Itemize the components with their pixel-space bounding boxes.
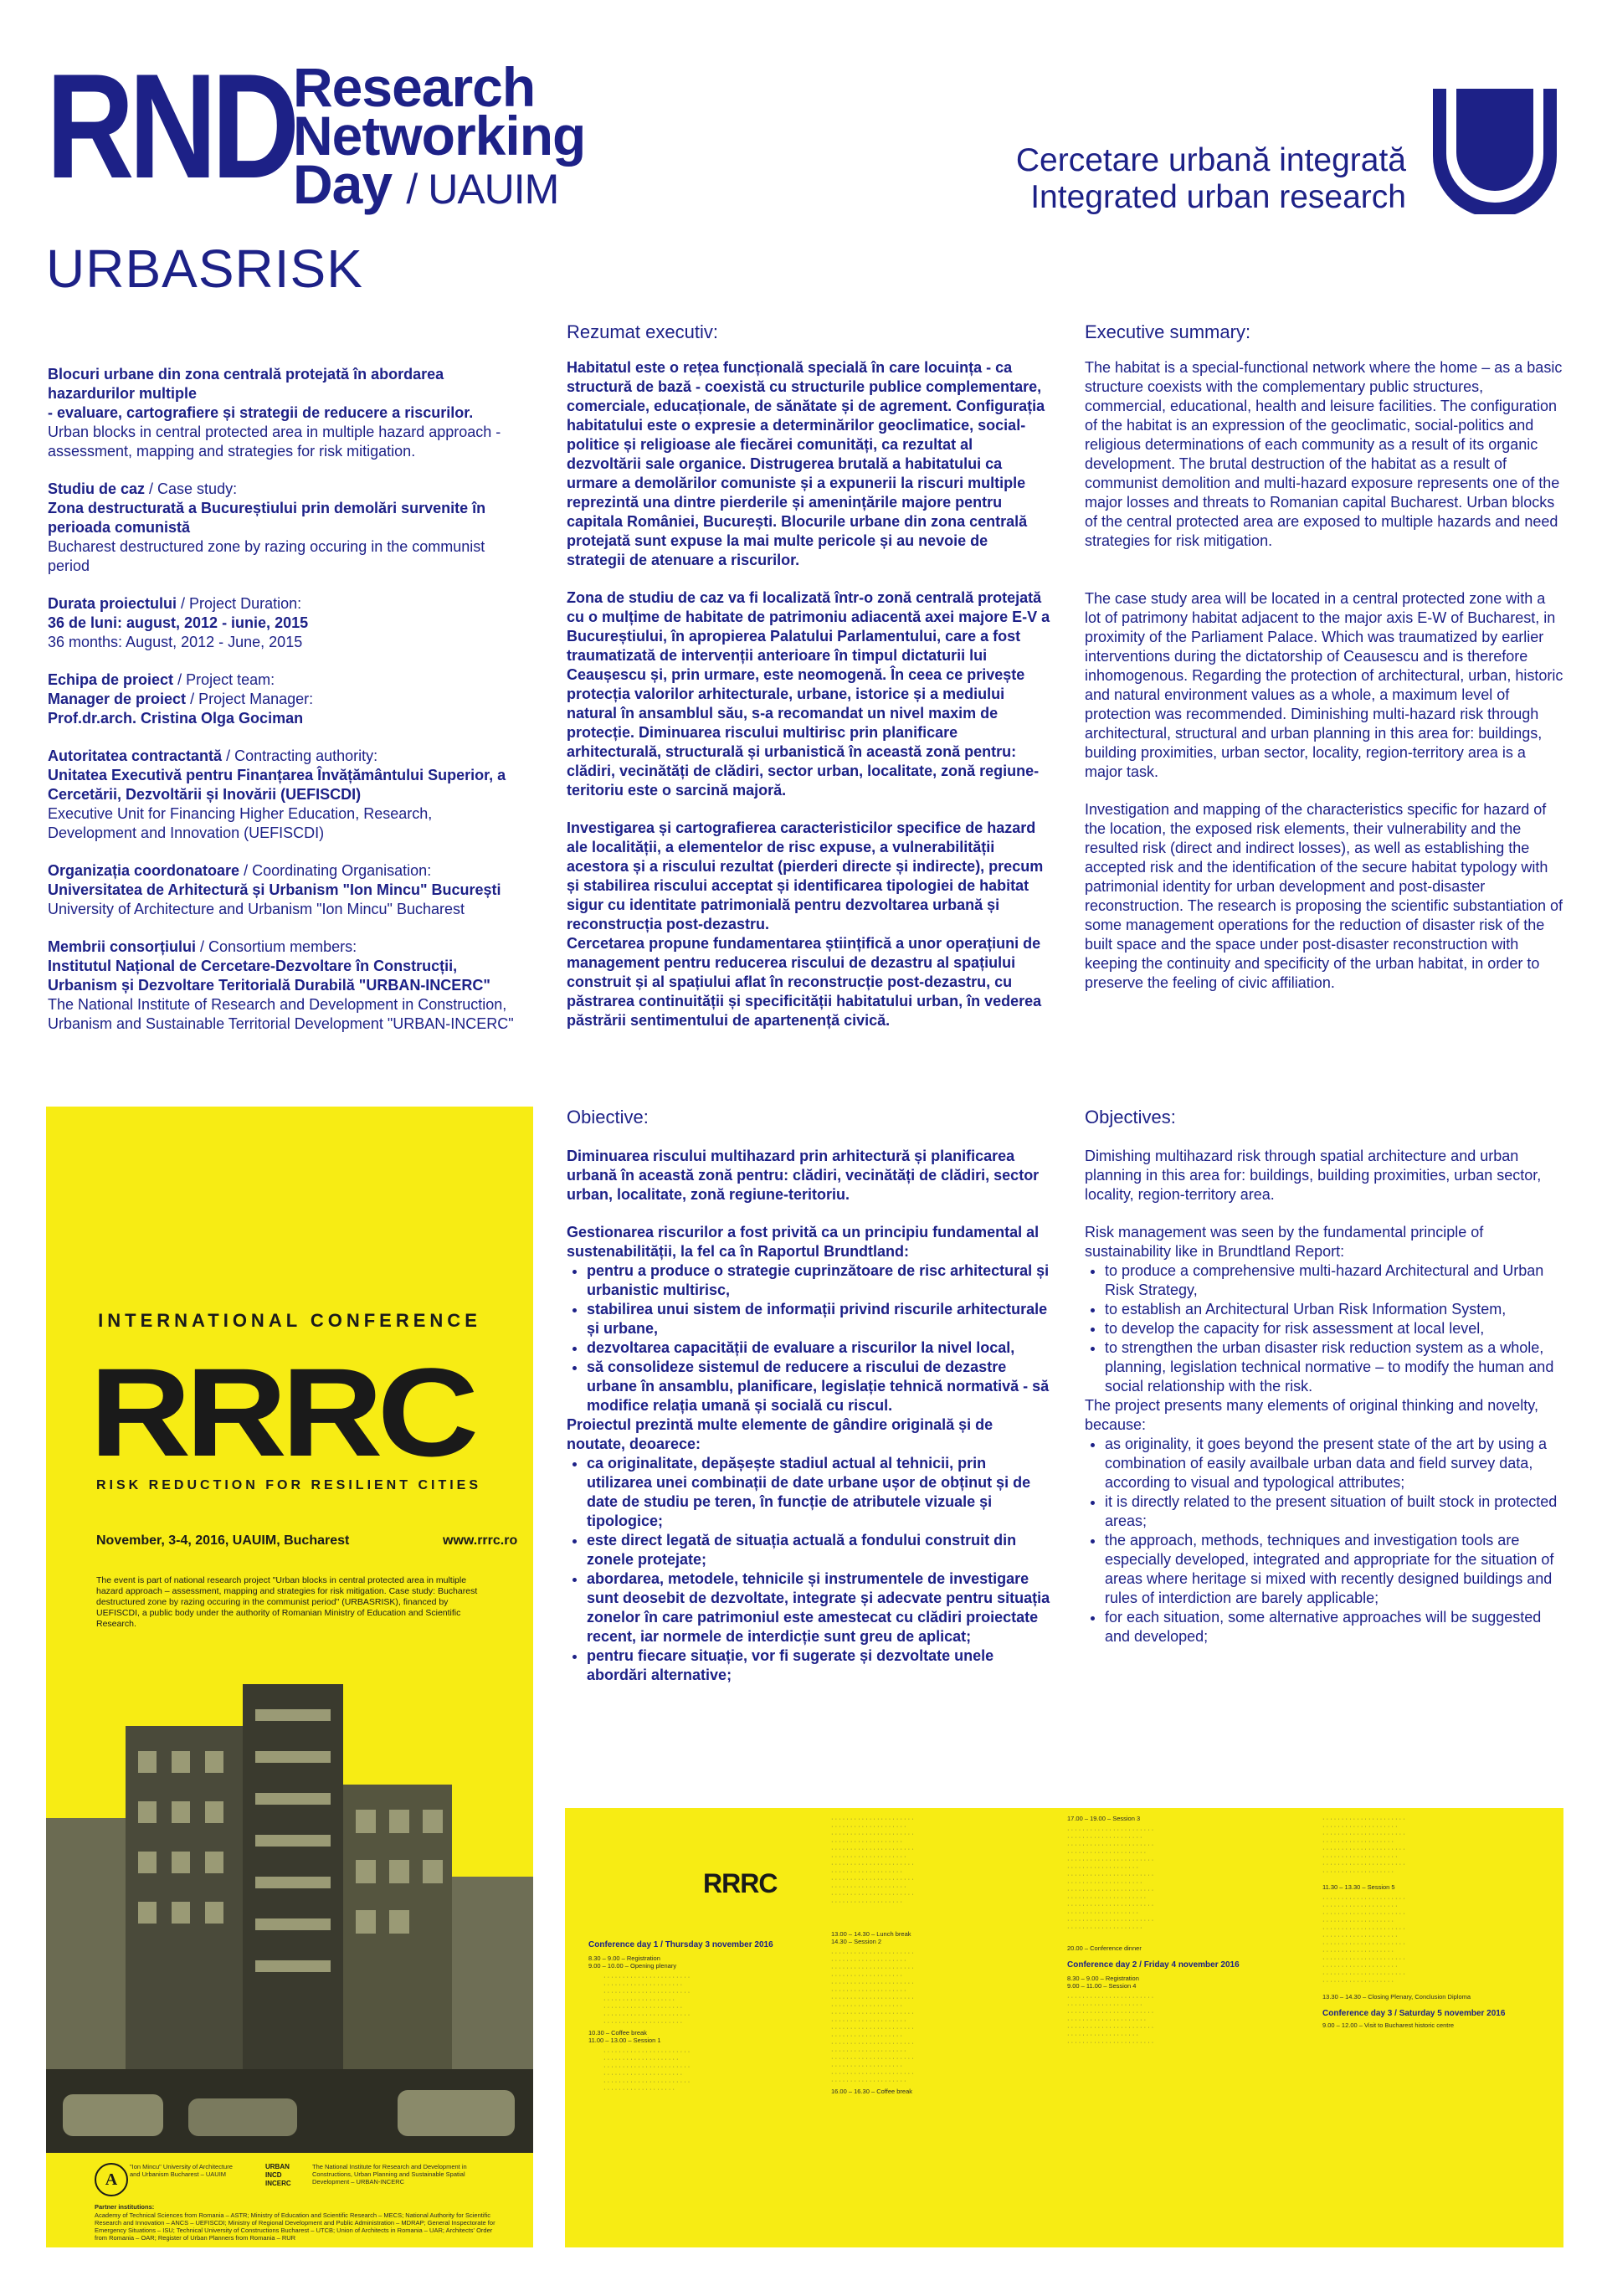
list-item: • to strengthen the urban disaster risk reduction system as a whole, planning, legislation technical normative – to modify the human and social relationship with the risk. xyxy=(1105,1338,1565,1396)
program-column-4: · · · · · · · · · · · · · · · · · · · · · · · · · · · · · · · · · · · · · · · · · · · · · · · · · · · · · · · · · · · · · · · · · · · · · · · · · · · · · · · · · · · · · · · · · · · · · · · · · · · · · · · · · · · · · · · · · · · · · · · · · · · · · · · · · · · · · · · · · · · · · · · · · · · · · · · · · · · · · · · · · · · · · · 11.30 – 13.30 – Session 5 · · · · · · · · · · · · · · · · · · · · · · · · · · · · · · · · · · · · · · · · · · · · · · · · · · · · · · · · · · · · · · · · · · · · · · · · · · · · · · · · · · · · · · · · · · · · · · · · · · · · · · · · · · · · · · · · · · · · · · · · · · · · · · · · · · · · · · · · · · · · · · · · · · · · · · · · · · · · · · · · · · · · · · · · · · · · · · · · · · · · · · · · · · · · · · · · · · · · · · · · · · · · · · · · · · · · · · · · · · · · · · · · · · · · · · · · · · · · · · · · · · · · · · · · · 13.30 – 14.30 – Closing Plenary, Conclusion Diploma Conference day 3 / Saturday 5 november 2016 9.00 – 12.00 – Visit to Bucharest historic centre xyxy=(1322,1815,1548,2029)
uauim-logo-icon: A xyxy=(95,2163,128,2196)
program-rrrc-logo: RRRC xyxy=(703,1868,778,1898)
uauim-name: "Ion Mincu" University of Architecture and Urbanism Bucharest – UAUIM xyxy=(130,2163,233,2178)
list-item: • for each situation, some alternative approaches will be suggested and developed; xyxy=(1105,1608,1565,1646)
en-obj-list1 xyxy=(1085,1261,1565,1396)
conference-poster xyxy=(46,1107,533,2247)
poster-conference-label: INTERNATIONAL CONFERENCE xyxy=(98,1310,481,1331)
en-column xyxy=(1085,321,1565,1011)
consortium-ro: Institutul Național de Cercetare-Dezvoltare în Construcții, Urbanism și Dezvoltare Teritorială Durabilă "URBAN-INCERC" xyxy=(48,958,490,994)
authority-label-en: / Contracting authority: xyxy=(226,747,378,764)
coord-label-ro: Organizația coordonatoare xyxy=(48,862,240,879)
event-title xyxy=(293,56,586,215)
en-summary-p2: The case study area will be located in a central protected zone with a lot of patrimony habitat adjacent to the major axis E-W of Bucharest, in proximity of the Parliament Palace. Which was traumatized by earlier interventions during the dictatorship of Ceausescu and is therefore inhomogenous. Regarding the protection of architectural, urban, historic and natural environment values as a whole, a maximum level of protection was recommended. Diminishing multi-hazard risk through architectural, structural and urban planning in this area for: buildings, building proximities, urban sector, locality, region-territory area is a major task. xyxy=(1085,590,1563,780)
case-en: Bucharest destructured zone by razing occuring in the communist period xyxy=(48,538,485,574)
coord-label-en: / Coordinating Organisation: xyxy=(244,862,432,879)
en-obj-list2 xyxy=(1085,1435,1565,1646)
program-session2: 14.30 – Session 2 xyxy=(831,1938,882,1945)
program-dinner: 20.00 – Conference dinner xyxy=(1067,1944,1142,1952)
tagline-ro: Cercetare urbană integrată xyxy=(1015,142,1406,178)
duration-en: 36 months: August, 2012 - June, 2015 xyxy=(48,634,303,650)
poster-footer xyxy=(46,2153,533,2247)
ro-summary-p2: Zona de studiu de caz va fi localizată într-o zonă centrală protejată cu o mulțime de habitate de patrimoniu adiacentă axei majore E-V a Bucureștiului, în apropierea Palatului Parlamentului, care a fost traumatizată de intervenții anterioare în timpul dictaturii lui Ceaușescu și, prin urmare, este neomogenă. În ceea ce privește protecția valorilor arhitecturale, urbane, istorice și a mediului natural în ansamblul său, s-a recomandat un nivel maxim de protecție. Diminuarea riscului multirisc prin planificare arhitecturală, structurală și urbanistică în această zonă pentru: clădiri, vecinătăți de clădiri, sector urban, localitate, zonă regiune-teritoriu este o sarcină majoră. xyxy=(567,589,1050,799)
title-line-networking: Networking xyxy=(293,105,586,167)
list-item: • ca originalitate, depășește stadiul actual al tehnicii, prin utilizarea unei combinații de date urbane ușor de obținut și de date de studiu pe teren, în funcție de atributele vizuale și tipologice; xyxy=(587,1454,1050,1531)
manager-label-ro: Manager de proiect xyxy=(48,691,187,707)
en-objectives xyxy=(1085,1107,1565,1646)
en-summary-heading: Executive summary: xyxy=(1085,321,1251,342)
list-item: • it is directly related to the present situation of built stock in protected areas; xyxy=(1105,1492,1565,1531)
ro-summary-heading: Rezumat executiv: xyxy=(567,321,718,342)
en-obj-p1: Dimishing multihazard risk through spatial architecture and urban planning in this area for: buildings, building proximities, urban sector, locality, region-territory area. xyxy=(1085,1148,1542,1203)
program-column-3: 17.00 – 19.00 – Session 3 · · · · · · · · · · · · · · · · · · · · · · · · · · · · · · · · · · · · · · · · · · · · · · · · · · · · · · · · · · · · · · · · · · · · · · · · · · · · · · · · · · · · · · · · · · · · · · · · · · · · · · · · · · · · · · · · · · · · · · · · · · · · · · · · · · · · · · · · · · · · · · · · · · · · · · · · · · · · · · · · · · · · · · · · · · · · · · · · · · · · · · · · · · · · · · · · · · · · · · · · · · · · · · · · · · · · · · · · · · · · · · · · · · · · · · · · · · · · · · · · · · · · · · · · · · · · · · · · · · · · · · · · · · · · · · · · · · · · · · · · · · · · · · · · · · · · · · · · · · · · · 20.00 – Conference dinner Conference day 2 / Friday 4 november 2016 8.30 – 9.00 – Registration 9.00 – 11.00 – Session 4 · · · · · · · · · · · · · · · · · · · · · · · · · · · · · · · · · · · · · · · · · · · · · · · · · · · · · · · · · · · · · · · · · · · · · · · · · · · · · · · · · · · · · · · · · · · · · · · · · · · · · · · · · · · · · · · · · · · · · · · · · · · · · · · · · · · · · · · · · · · · · · · · · · · · · · · · xyxy=(1067,1815,1310,2049)
ro-summary-p1: Habitatul este o rețea funcțională specială în care locuința - ca structură de bază - coexistă cu structurile publice complementare, comerciale, educaționale, de sănătate și de agrement. Configurația habitatului este o expresie a determinărilor geoclimatice, social-politice și religioase ale fiecărei comunități, ca rezultat al dezvoltării sale organice. Distrugerea brutală a habitatului ca urmare a demolărilor comuniste și a expunerii la riscuri multiple reprezintă una dintre pierderile și amenințările majore pentru capitala României, București. Blocurile urbane din zona centrală protejată sunt expuse la mai multe pericole și au nevoie de strategii de atenuare a riscurilor. xyxy=(567,359,1045,568)
consortium-label-en: / Consortium members: xyxy=(200,938,357,955)
en-summary-p3: Investigation and mapping of the characteristics specific for hazard of the location, the exposed risk elements, their vulnerability and the resulted risk (direct and indirect losses), as well as establishing the accepted risk and the identification of the secure habitat typology with patrimonial identity for urban development and post-disaster reconstruction. The research is proposing the scientific substantiation of some management operations for the reduction of disaster risk of the built space and the space under post-disaster reconstruction with keeping the continuity and specificity of the urban habitat, in order to preserve the feeling of civic affiliation. xyxy=(1085,801,1563,991)
conference-program xyxy=(565,1808,1563,2247)
program-day3-line: 9.00 – 12.00 – Visit to Bucharest historic centre xyxy=(1322,2021,1455,2029)
program-day3: Conference day 3 / Saturday 5 november 2016 xyxy=(1322,2009,1506,2018)
list-item: • dezvoltarea capacității de evaluare a riscurilor la nivel local, xyxy=(587,1338,1050,1358)
program-column-2: · · · · · · · · · · · · · · · · · · · · · · · · · · · · · · · · · · · · · · · · · · · · · · · · · · · · · · · · · · · · · · · · · · · · · · · · · · · · · · · · · · · · · · · · · · · · · · · · · · · · · · · · · · · · · · · · · · · · · · · · · · · · · · · · · · · · · · · · · · · · · · · · · · · · · · · · · · · · · · · · · · · · · · · · · · · · · · · · · · · · · · · · · · · · · · · · · · · · · · · · · · · · · · · · · · · · · · · · · · · · · · · · · · · · · · · · · · · · · · · · · · · · · · · · · 13.00 – 14.30 – Lunch break 14.30 – Session 2 · · · · · · · · · · · · · · · · · · · · · · · · · · · · · · · · · · · · · · · · · · · · · · · · · · · · · · · · · · · · · · · · · · · · · · · · · · · · · · · · · · · · · · · · · · · · · · · · · · · · · · · · · · · · · · · · · · · · · · · · · · · · · · · · · · · · · · · · · · · · · · · · · · · · · · · · · · · · · · · · · · · · · · · · · · · · · · · · · · · · · · · · · · · · · · · · · · · · · · · · · · · · · · · · · · · · · · · · · · · · · · · · · · · · · · · · · · · · · · · · · · · · · · · · · · · · · · · · · · · · · · · · · · · · · · · · · · · · · · · · · · · · · · · · · · · · · · · · · · · · · · · · · · · · · · · · · · · · · · · · · · · · · · · · · · · · · · · · · · · · · · · · · · · · · · · · · · · · · · · · · · · · · · · · · · · · · · 16.00 – 16.30 – Coffee break xyxy=(831,1815,1057,2095)
coord-en: University of Architecture and Urbanism "Ion Mincu" Bucharest xyxy=(48,901,465,917)
program-item: 10.30 – Coffee break xyxy=(588,2029,647,2037)
ro-obj-p1: Diminuarea riscului multihazard prin arhitectură și planificarea urbană în această zonă pentru: clădiri, vecinătăți de clădiri, sector urban, localitate, zonă regiune-teritoriu. xyxy=(567,1148,1040,1203)
ro-objectives xyxy=(567,1107,1050,1685)
program-day2: Conference day 2 / Friday 4 november 2016 xyxy=(1067,1960,1240,1970)
ro-obj-p3: Proiectul prezintă multe elemente de gândire originală și de noutate, deoarece: xyxy=(567,1416,993,1452)
ro-summary-p4: Cercetarea propune fundamentarea științifică a unor operațiuni de management pentru reducerea riscului de dezastru al spațiului construit și al spațiului aflat în reconstrucție post-dezastru, cu păstrarea continuității și specificității habitatului urban, în vederea păstrării sentimentului de apartenență civică. xyxy=(567,935,1042,1029)
list-item: • să consolideze sistemul de reducere a riscului de dezastre urbane în ansamblu, planificare, legislație tehnică normativă - să modifice relația umană și socială cu riscul. xyxy=(587,1358,1050,1415)
manager-name: Prof.dr.arch. Cristina Olga Gociman xyxy=(48,710,304,727)
poster-rrrc-logo: RRRC xyxy=(90,1342,474,1482)
duration-label-ro: Durata proiectului xyxy=(48,595,177,612)
list-item: • pentru a produce o strategie cuprinzătoare de risc arhitectural și urbanistic multirisc, xyxy=(587,1261,1050,1300)
project-title-ro: Blocuri urbane din zona centrală protejată în abordarea hazardurilor multiple xyxy=(48,366,444,402)
tagline-en: Integrated urban research xyxy=(1030,179,1406,215)
authority-ro: Unitatea Executivă pentru Finanțarea Învățământului Superior, a Cercetării, Dezvoltării și Inovării (UEFISCDI) xyxy=(48,767,506,803)
partners-list: Academy of Technical Sciences from Romania – ASTR; Ministry of Education and Scientific Research – MECS; National Authority for Scientific Research and Innovation – ANCS – UEFISCDI; Ministry of Regional Development and Public Administration – MDRAP; General Inspectorate for Emergency Situations – ISU; Technical University of Constructions Bucharest – UTCB; Union of Architects in Romania – UAR; Architects' Order from Romania – OAR; Register of Urban Planners from Romania – RUR xyxy=(95,2211,495,2242)
case-label-en: / Case study: xyxy=(149,480,238,497)
program-item: 11.00 – 13.00 – Session 1 xyxy=(588,2037,661,2044)
list-item: • as originality, it goes beyond the present state of the art by using a combination of easily availbale urban data and field survey data, according to visual and typological attributes; xyxy=(1105,1435,1565,1492)
building-photo xyxy=(46,1676,533,2153)
manager-label-en: / Project Manager: xyxy=(190,691,314,707)
list-item: • este direct legată de situația actuală a fondului construit din zonele protejate; xyxy=(587,1531,1050,1569)
program-closing: 13.30 – 14.30 – Closing Plenary, Conclusion Diploma xyxy=(1322,1993,1471,2001)
header-tagline xyxy=(1016,142,1406,216)
program-session3: 17.00 – 19.00 – Session 3 xyxy=(1067,1815,1141,1822)
program-coffee: 16.00 – 16.30 – Coffee break xyxy=(831,2088,913,2095)
program-day1: Conference day 1 / Thursday 3 november 2016 xyxy=(588,1940,773,1949)
rnd-logotype: RND xyxy=(46,43,295,209)
duration-label-en: / Project Duration: xyxy=(181,595,302,612)
en-obj-p3: The project presents many elements of original thinking and novelty, because: xyxy=(1085,1397,1538,1433)
en-obj-p2: Risk management was seen by the fundamental principle of sustainability like in Brundtland Report: xyxy=(1085,1224,1484,1260)
list-item: • abordarea, metodele, tehnicile și instrumentele de investigare sunt deosebit de dezvoltate, integrate și adecvate pentru situația zonelor în care patrimoniul este amestecat cu clădiri proiectate recent, iar normele de interdicție sunt greu de aplicat; xyxy=(587,1569,1050,1646)
list-item: • to establish an Architectural Urban Risk Information System, xyxy=(1105,1300,1565,1319)
poster-website: www.rrrc.ro xyxy=(443,1533,518,1548)
program-item: 8.30 – 9.00 – Registration xyxy=(1067,1975,1139,1982)
list-item: • stabilirea unui sistem de informații privind riscurile arhitecturale și urbane, xyxy=(587,1300,1050,1338)
ro-column xyxy=(567,321,1050,1049)
ro-objectives-heading: Obiective: xyxy=(567,1107,649,1127)
incerc-name: The National Institute for Research and Development in Constructions, Urban Planning and Sustainable Spatial Development – URBAN-INCERC xyxy=(312,2163,467,2186)
program-item: 9.00 – 10.00 – Opening plenary xyxy=(588,1962,677,1970)
team-label-ro: Echipa de proiect xyxy=(48,671,174,688)
program-column-1: Conference day 1 / Thursday 3 november 2016 8.30 – 9.00 – Registration 9.00 – 10.00 – Opening plenary · · · · · · · · · · · · · · · · · · · · · · · · · · · · · · · · · · · · · · · · · · · · · · · · · · · · · · · · · · · · · · · · · · · · · · · · · · · · · · · · · · · · · · · · · · · · · · · · · · · · · · · · · · · · · · · · · · · · · · · · · · · · · · · · · · · · · · · · · · · · · · · · · · · · · · · 10.30 – Coffee break 11.00 – 13.00 – Session 1 · · · · · · · · · · · · · · · · · · · · · · · · · · · · · · · · · · · · · · · · · · · · · · · · · · · · · · · · · · · · · · · · · · · · · · · · · · · · · · · · · · · · · · · · · · · · · · · · · · · · · · · · · · · · · · · · · · · · · · · · · · · · · · · · · xyxy=(588,1940,823,2096)
poster-description: The event is part of national research project "Urban blocks in central protected area in multiple hazard approach – assessment, mapping and strategies for risk mitigation. Case study: Bucharest destructured zone by razing occuring in the communist period" (URBASRISK), financed by UEFISCDI, a public body under the authority of Romanian Ministry of Education and Scientific Research. xyxy=(96,1575,478,1629)
en-objectives-heading: Objectives: xyxy=(1085,1107,1176,1127)
authority-label-ro: Autoritatea contractantă xyxy=(48,747,223,764)
poster-date: November, 3-4, 2016, UAUIM, Bucharest xyxy=(96,1533,350,1548)
case-label-ro: Studiu de caz xyxy=(48,480,146,497)
duration-ro: 36 de luni: august, 2012 - iunie, 2015 xyxy=(48,614,309,631)
partners-label: Partner institutions: xyxy=(95,2203,155,2211)
u-shield-icon xyxy=(1433,89,1557,214)
consortium-label-ro: Membrii consorțiului xyxy=(48,938,197,955)
left-column xyxy=(48,365,516,1052)
consortium-en: The National Institute of Research and Development in Construction, Urbanism and Sustainable Territorial Development "URBAN-INCERC" xyxy=(48,996,514,1032)
list-item: • to develop the capacity for risk assessment at local level, xyxy=(1105,1319,1565,1338)
list-item: • to produce a comprehensive multi-hazard Architectural and Urban Risk Strategy, xyxy=(1105,1261,1565,1300)
program-item: 8.30 – 9.00 – Registration xyxy=(588,1954,660,1962)
ro-summary-p3: Investigarea și cartografierea caracteristicilor specifice de hazard ale localității, a elementelor de risc expuse, a vulnerabilității acestora și a riscului rezultat (pierderi directe și indirecte), precum și stabilirea riscului acceptat și identificarea tipologiei de habitat sigur cu identitate patrimonială pentru dezvoltarea urbană și reconstrucția post-dezastru. xyxy=(567,819,1044,932)
ro-obj-list2 xyxy=(567,1454,1050,1685)
incerc-logo: URBAN INCD INCERC xyxy=(265,2163,291,2187)
title-suffix: / UAUIM xyxy=(406,166,559,213)
ro-obj-list1 xyxy=(567,1261,1050,1415)
program-lunch: 13.00 – 14.30 – Lunch break xyxy=(831,1930,911,1938)
list-item: • the approach, methods, techniques and investigation tools are especially developed, integrated and appropriate for the situation of areas where heritage si mixed with recently designed buildings and rules of interdiction are barely applicable; xyxy=(1105,1531,1565,1608)
program-session5: 11.30 – 13.30 – Session 5 xyxy=(1322,1883,1395,1891)
project-title: URBASRISK xyxy=(46,239,363,299)
program-item: 9.00 – 11.00 – Session 4 xyxy=(1067,1982,1137,1990)
list-item: • pentru fiecare situație, vor fi sugerate și dezvoltate unele abordări alternative; xyxy=(587,1646,1050,1685)
title-line-day: Day xyxy=(293,153,393,215)
ro-obj-p2: Gestionarea riscurilor a fost privită ca un principiu fundamental al sustenabilității, la fel ca în Raportul Brundtland: xyxy=(567,1224,1040,1260)
team-label-en: / Project team: xyxy=(177,671,275,688)
en-summary-p1: The habitat is a special-functional network where the home – as a basic structure coexists with the complementary public structures, commercial, educational, health and leisure facilities. The configuration of the habitat is an expression of the geoclimatic, social-politics and religious determinations of each community as a result of its organic development. The brutal destruction of the habitat as a result of communist demolition and multi-hazard exposure represents one of the major losses and threats to Romanian capital Bucharest. Urban blocks of the central protected area are exposed to multiple hazards and need strategies for risk mitigation. xyxy=(1085,359,1563,549)
coord-ro: Universitatea de Arhitectură și Urbanism "Ion Mincu" București xyxy=(48,881,501,898)
project-title-ro-2: - evaluare, cartografiere și strategii de reducere a riscurilor. xyxy=(48,404,474,421)
authority-en: Executive Unit for Financing Higher Education, Research, Development and Innovation (UEFISCDI) xyxy=(48,805,433,841)
title-line-research: Research xyxy=(293,56,536,118)
project-title-en: Urban blocks in central protected area in multiple hazard approach - assessment, mapping and strategies for risk mitigation. xyxy=(48,424,501,460)
case-ro: Zona destructurată a Bucureștiului prin demolări survenite în perioada comunistă xyxy=(48,500,486,536)
poster-tagline: RISK REDUCTION FOR RESILIENT CITIES xyxy=(96,1478,482,1492)
